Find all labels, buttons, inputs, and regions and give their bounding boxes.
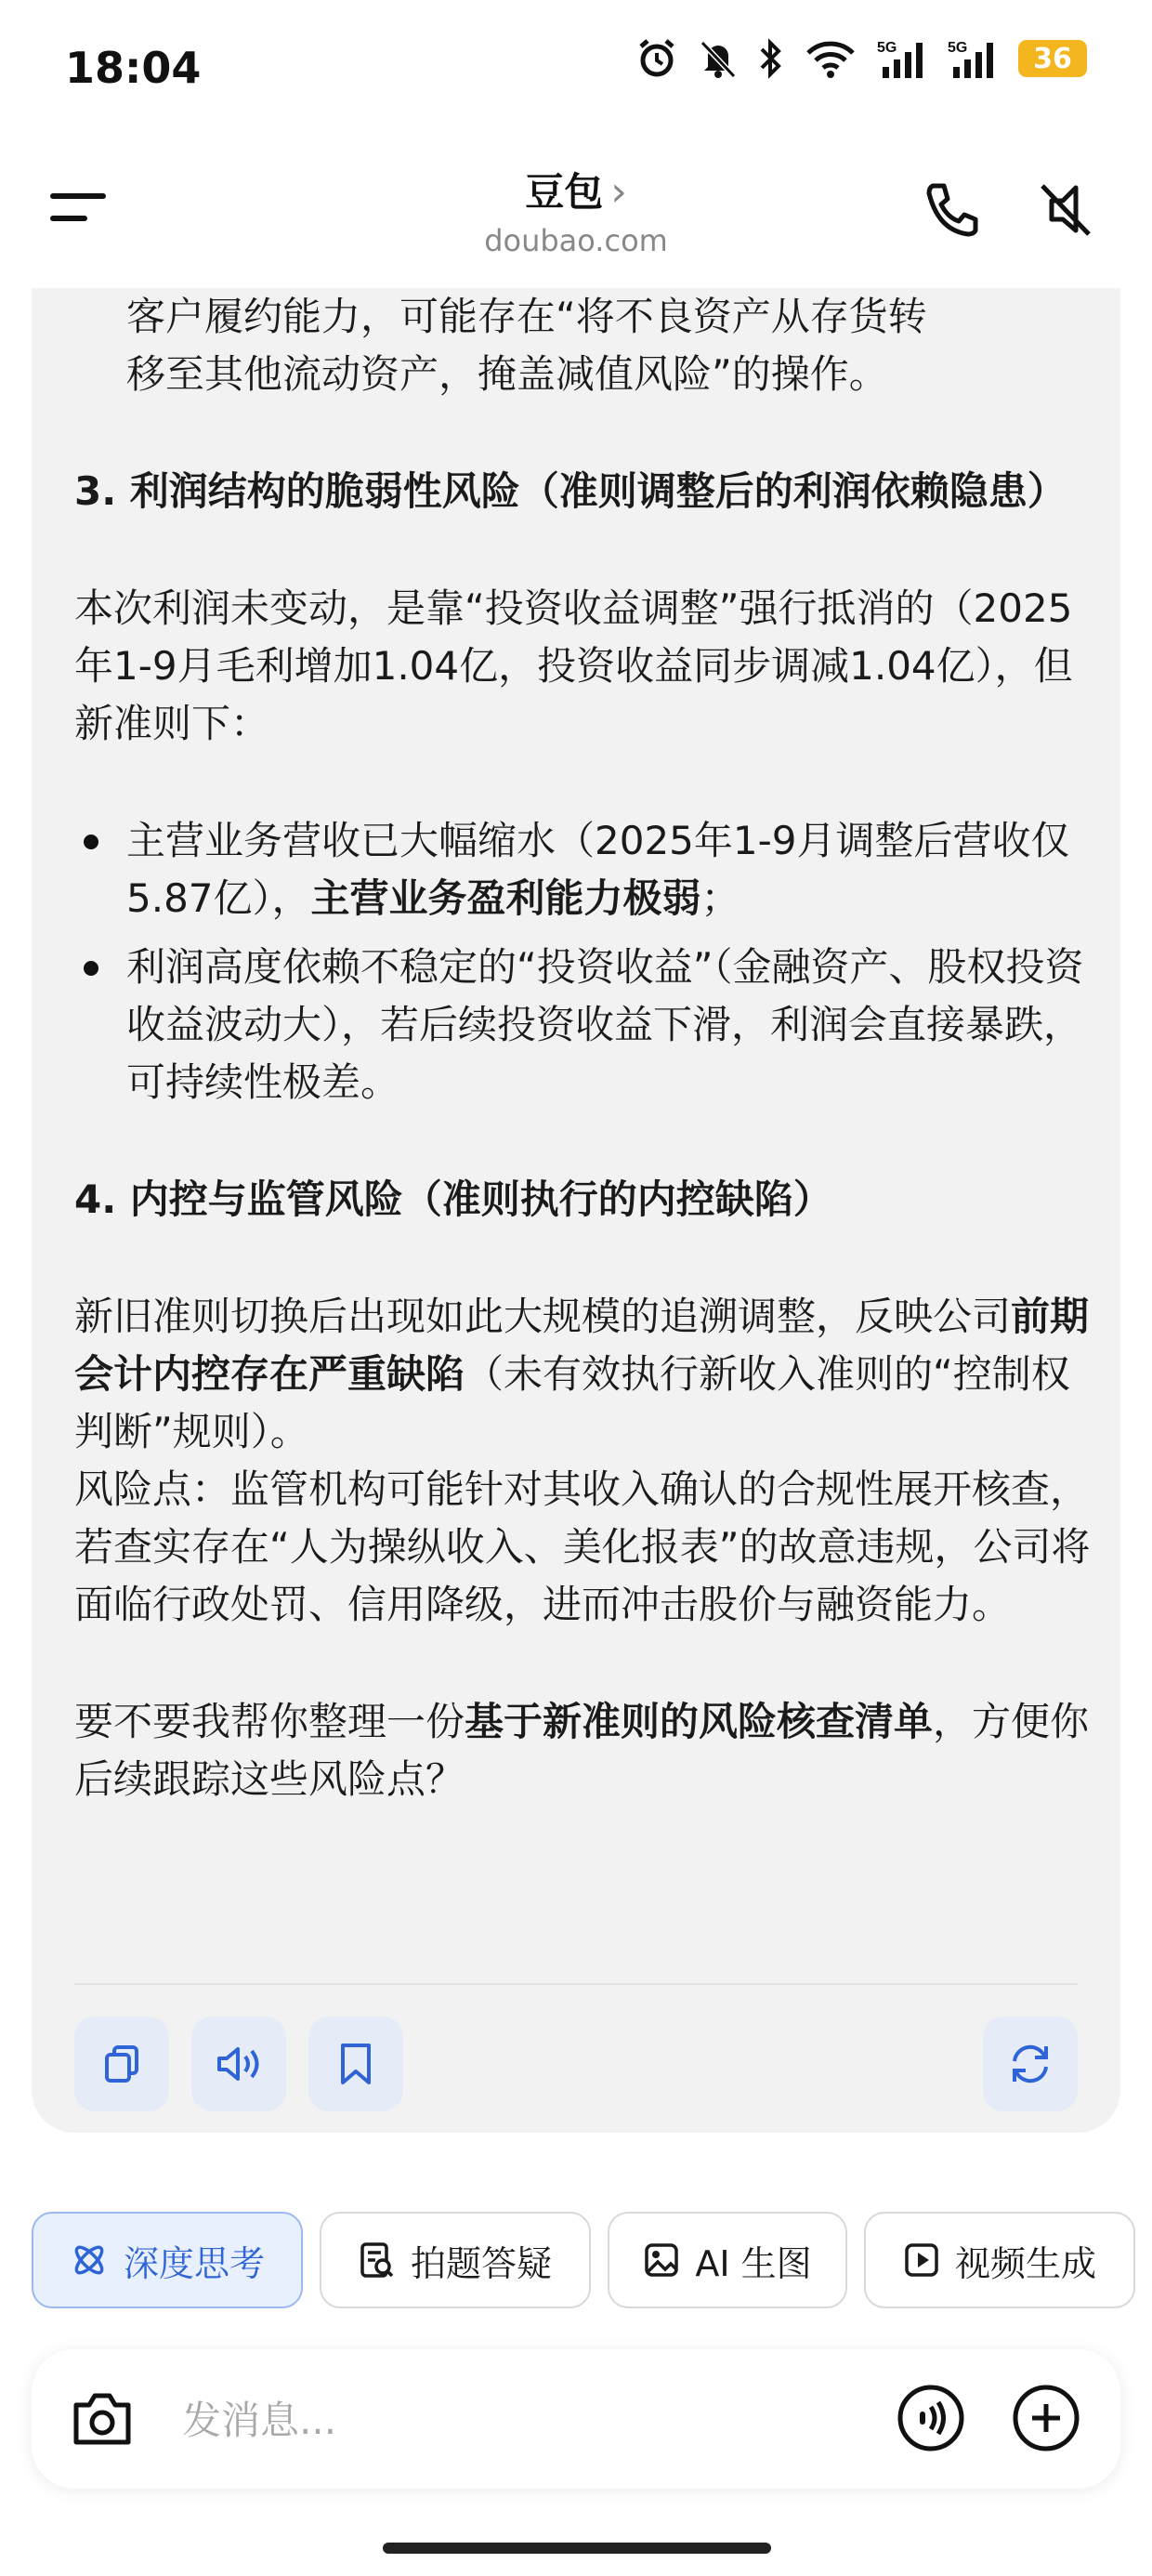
mode-chips — [32, 2212, 1152, 2312]
copy-button[interactable] — [74, 2017, 169, 2111]
app-domain: doubao.com — [484, 223, 668, 258]
regenerate-button[interactable] — [983, 2017, 1078, 2111]
chip-ai-image[interactable] — [608, 2212, 847, 2308]
svg-text:5G: 5G — [877, 40, 897, 56]
app-title[interactable]: 豆包 — [525, 169, 604, 215]
chip-label: 拍题答疑 — [410, 2242, 552, 2284]
message-line: 客户履约能力，可能存在“将不良资产从存货转 — [126, 294, 927, 339]
chip-video-gen[interactable] — [864, 2212, 1135, 2308]
refresh-icon — [1005, 2039, 1055, 2089]
add-attachment-button[interactable] — [1011, 2383, 1081, 2453]
status-icons — [635, 37, 1087, 80]
section-heading: 4. 内控与监管风险（准则执行的内控缺陷） — [74, 1176, 832, 1222]
voice-button[interactable] — [896, 2383, 966, 2453]
chip-label: 视频生成 — [954, 2242, 1096, 2284]
message-composer — [32, 2349, 1120, 2489]
divider — [74, 1983, 1078, 1985]
message-paragraph: 要不要我帮你整理一份基于新准则的风险核查清单，方便你后续跟踪这些风险点？ — [74, 1699, 1090, 1802]
phone-call-button[interactable] — [920, 177, 985, 242]
message-input[interactable] — [180, 2386, 853, 2453]
wifi-icon — [805, 38, 857, 79]
video-icon — [903, 2241, 940, 2279]
signal-5g-icon — [948, 37, 998, 80]
assistant-message-card — [32, 288, 1120, 2133]
alarm-icon — [635, 37, 678, 80]
image-icon — [643, 2241, 680, 2279]
svg-text:5G: 5G — [948, 40, 968, 56]
status-time: 18:04 — [65, 43, 202, 93]
copy-icon — [99, 2042, 144, 2086]
camera-button[interactable] — [69, 2388, 136, 2450]
bookmark-icon — [337, 2042, 374, 2086]
chevron-right-icon: › — [610, 168, 627, 216]
message-paragraph: 本次利润未变动，是靠“投资收益调整”强行抵消的（2025年1-9月毛利增加1.04亿，投资收益同步调减1.04亿），但新准则下： — [74, 585, 1073, 746]
message-paragraph: 风险点：监管机构可能针对其收入确认的合规性展开核查，若查实存在“人为操纵收入、美化报表”的故意违规，公司将面临行政处罚、信用降级，进而冲击股价与融资能力。 — [74, 1466, 1091, 1627]
battery-indicator: 36 — [1018, 40, 1087, 77]
message-content — [74, 288, 1096, 1808]
message-actions — [74, 2017, 1078, 2113]
chip-label: AI 生图 — [695, 2242, 812, 2284]
section-heading: 3. 利润结构的脆弱性风险（准则调整后的利润依赖隐患） — [74, 468, 1067, 514]
chip-deep-thinking[interactable] — [32, 2212, 303, 2308]
status-bar — [0, 0, 1152, 139]
camera-icon — [69, 2388, 136, 2450]
bullet-item: 主营业务营收已大幅缩水（2025年1-9月调整后营收仅5.87亿），主营业务盈利能力极弱； — [74, 812, 1096, 927]
chip-label: 深度思考 — [123, 2242, 265, 2284]
mute-bell-icon — [699, 37, 738, 80]
home-indicator — [383, 2543, 771, 2554]
bullet-item: 利润高度依赖不稳定的“投资收益”（金融资产、股权投资收益波动大），若后续投资收益下滑，利润会直接暴跌，可持续性极差。 — [74, 939, 1096, 1111]
speaker-off-icon — [1033, 177, 1098, 242]
message-paragraph: 新旧准则切换后出现如此大规模的追溯调整，反映公司前期会计内控存在严重缺陷（未有效执行新收入准则的“控制权判断”规则）。 — [74, 1294, 1090, 1454]
chat-header — [0, 139, 1152, 288]
bookmark-button[interactable] — [308, 2017, 403, 2111]
voice-wave-icon — [896, 2383, 966, 2453]
chip-photo-qa[interactable] — [320, 2212, 591, 2308]
plus-icon — [1011, 2383, 1081, 2453]
phone-icon — [920, 177, 985, 242]
atom-icon — [70, 2241, 109, 2280]
speaker-mute-button[interactable] — [1033, 177, 1098, 242]
message-line: 移至其他流动资产，掩盖减值风险”的操作。 — [126, 351, 888, 397]
bluetooth-icon — [758, 37, 784, 80]
signal-5g-icon — [877, 37, 927, 80]
speaker-icon — [214, 2042, 264, 2086]
read-aloud-button[interactable] — [191, 2017, 286, 2111]
scan-question-icon — [359, 2241, 396, 2280]
